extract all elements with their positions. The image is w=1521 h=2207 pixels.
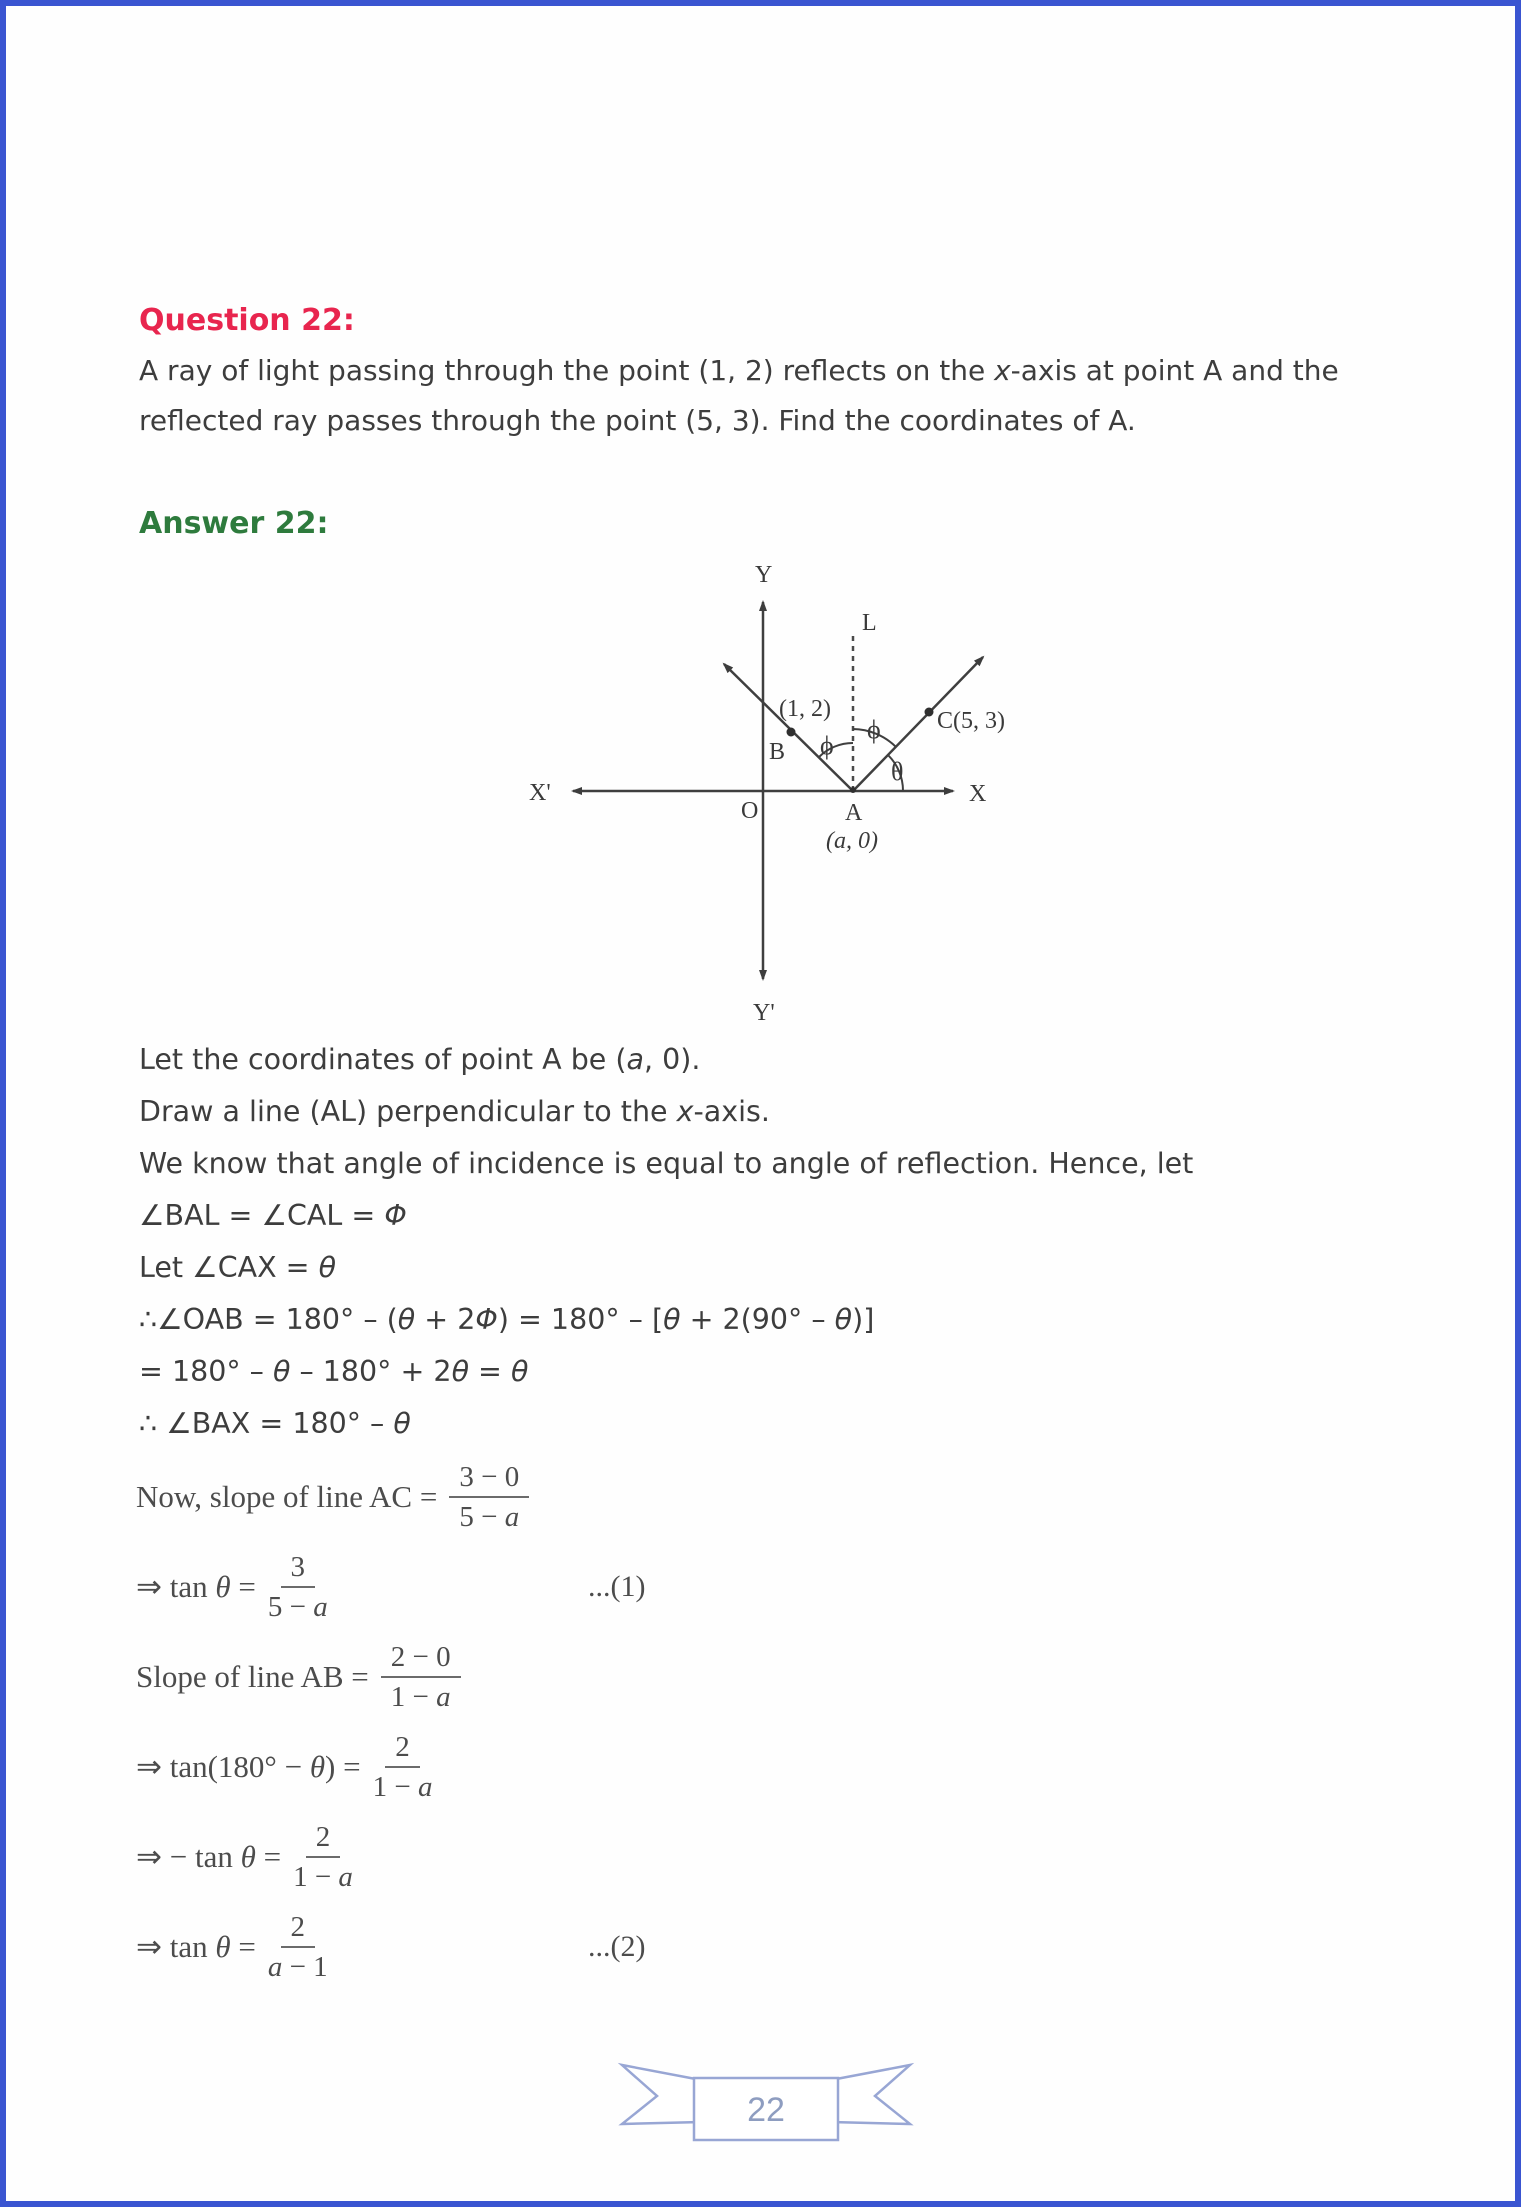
text-segment: x — [994, 354, 1011, 387]
equation-lead — [136, 1749, 361, 1785]
text-segment: Now, slope of line AC = — [136, 1479, 438, 1514]
text-segment: = — [230, 1569, 256, 1604]
reflection-diagram — [521, 554, 1006, 1038]
question-heading: Question 22: — [139, 303, 355, 338]
text-segment: 3 − 0 — [459, 1460, 520, 1493]
solution-line — [139, 1138, 1399, 1190]
equation-lead — [136, 1839, 281, 1875]
text-segment: = — [255, 1839, 282, 1874]
label-B-coords: (1, 2) — [779, 696, 831, 722]
text-segment: 2 — [395, 1730, 410, 1763]
solution-line — [139, 1190, 1399, 1242]
point-A-dot — [850, 787, 856, 793]
text-segment: = — [230, 1929, 256, 1964]
text-segment: a — [267, 1951, 283, 1983]
question-text — [139, 346, 1389, 446]
equation-neg-tan-theta — [136, 1812, 916, 1902]
diagram-svg — [521, 554, 1006, 1034]
fraction-numerator — [385, 1730, 420, 1768]
text-segment: a — [436, 1681, 451, 1713]
text-segment: , 0). — [644, 1043, 701, 1076]
equation-slope-AC — [136, 1452, 916, 1542]
fraction-denominator — [373, 1768, 433, 1804]
solution-text — [139, 1034, 1399, 1450]
fraction — [268, 1550, 328, 1624]
text-segment: 1 − — [293, 1861, 339, 1893]
equation-block — [136, 1452, 916, 1992]
ribbon-left-flag — [622, 2065, 701, 2124]
text-segment: We know that angle of incidence is equal to angle of reflection. Hence, let — [139, 1147, 1194, 1180]
text-segment: θ — [397, 1303, 416, 1336]
equation-tan-theta-2 — [136, 1902, 916, 1992]
text-segment: + 2(90° – — [680, 1303, 835, 1336]
equation-lead — [136, 1479, 437, 1515]
equation-tag: ...(1) — [588, 1570, 646, 1603]
text-segment: ⇒ tan(180° − — [136, 1749, 310, 1784]
solution-line — [139, 1294, 1399, 1346]
equation-tan-180-theta — [136, 1722, 916, 1812]
text-segment: Let ∠CAX = — [139, 1251, 319, 1284]
text-segment: )] — [852, 1303, 875, 1336]
text-segment: θ — [215, 1569, 231, 1604]
page-number: 22 — [747, 2091, 785, 2129]
text-segment: Slope of line AB = — [136, 1659, 369, 1694]
page-number-ribbon — [606, 2054, 926, 2153]
text-segment: reflected ray passes through the point (5, 3). Find the coordinates of A. — [139, 404, 1136, 437]
label-X-prime: X' — [529, 780, 551, 806]
text-segment: 1 − — [372, 1771, 418, 1803]
text-segment: θ — [511, 1355, 529, 1388]
text-segment: 2 — [315, 1820, 331, 1853]
fraction-numerator — [281, 1910, 316, 1948]
fraction-denominator — [268, 1948, 328, 1984]
solution-line — [139, 1034, 1399, 1086]
text-segment: 5 − — [459, 1501, 505, 1533]
point-C-dot — [925, 708, 934, 717]
label-A: A — [845, 800, 863, 826]
text-segment: Let the coordinates of point A be ( — [139, 1043, 627, 1076]
label-X: X — [969, 781, 987, 807]
equation-tag: ...(2) — [588, 1930, 646, 1963]
fraction-numerator — [306, 1820, 341, 1858]
fraction-numerator — [381, 1640, 461, 1678]
question-line — [139, 396, 1389, 446]
label-Y: Y — [755, 562, 773, 588]
fraction — [373, 1730, 433, 1804]
label-Y-prime: Y' — [753, 1000, 775, 1026]
text-segment: – 180° + 2 — [290, 1355, 452, 1388]
solution-line — [139, 1346, 1399, 1398]
text-segment: a — [504, 1501, 520, 1533]
fraction — [268, 1910, 328, 1984]
label-phi-reflection: ϕ — [867, 715, 881, 744]
label-theta: θ — [891, 757, 904, 786]
fraction-denominator — [293, 1858, 353, 1894]
text-segment: + 2 — [415, 1303, 476, 1336]
equation-lead — [136, 1659, 369, 1695]
equation-lead — [136, 1929, 256, 1965]
text-segment: 2 — [290, 1910, 305, 1943]
label-B: B — [769, 739, 786, 765]
text-segment: − 1 — [282, 1951, 328, 1983]
label-C-coords: C(5, 3) — [937, 708, 1005, 734]
text-segment: Draw a line (AL) perpendicular to the — [139, 1095, 677, 1128]
label-phi-incidence: ϕ — [820, 731, 834, 760]
text-segment: ⇒ tan — [136, 1929, 216, 1964]
text-segment: 1 − — [390, 1681, 437, 1713]
label-O: O — [741, 798, 759, 824]
text-segment: A ray of light passing through the point (1, 2) reflects on the — [139, 354, 995, 387]
fraction — [293, 1820, 353, 1894]
text-segment: ) = 180° – [ — [497, 1303, 664, 1336]
text-segment: ∴∠OAB = 180° – ( — [139, 1303, 398, 1336]
solution-line — [139, 1398, 1399, 1450]
text-segment: θ — [834, 1303, 853, 1336]
text-segment: θ — [215, 1929, 231, 1964]
ribbon-right-flag — [831, 2065, 910, 2124]
solution-line — [139, 1242, 1399, 1294]
text-segment: Φ — [384, 1199, 407, 1232]
fraction-denominator — [391, 1678, 451, 1714]
fraction-numerator — [281, 1550, 316, 1588]
fraction-numerator — [449, 1460, 529, 1498]
text-segment: a — [313, 1591, 328, 1623]
text-segment: a — [626, 1043, 644, 1076]
text-segment: θ — [272, 1355, 291, 1388]
text-segment: = — [469, 1355, 511, 1388]
text-segment: ∴ ∠BAX = 180° – — [139, 1407, 394, 1440]
fraction — [381, 1640, 461, 1714]
text-segment: ∠BAL = ∠CAL = — [139, 1199, 385, 1232]
question-line — [139, 346, 1389, 396]
text-segment: = 180° – — [139, 1355, 273, 1388]
text-segment: 3 — [290, 1550, 305, 1583]
equation-tan-theta-1 — [136, 1542, 916, 1632]
solution-line — [139, 1086, 1399, 1138]
label-L: L — [862, 610, 877, 636]
text-segment: Φ — [475, 1303, 498, 1336]
point-B-dot — [787, 728, 796, 737]
text-segment: θ — [663, 1303, 681, 1336]
fraction — [449, 1460, 529, 1534]
label-A-coords: (a, 0) — [826, 828, 878, 854]
fraction-denominator — [268, 1588, 328, 1624]
equation-slope-AB — [136, 1632, 916, 1722]
text-segment: ⇒ tan — [136, 1569, 216, 1604]
ribbon-svg — [606, 2054, 926, 2149]
text-segment: ) = — [325, 1749, 361, 1784]
text-segment: a — [417, 1771, 433, 1803]
text-segment: 5 − — [267, 1591, 314, 1623]
fraction-denominator — [459, 1498, 519, 1534]
answer-heading: Answer 22: — [139, 506, 329, 541]
text-segment: θ — [240, 1839, 256, 1874]
text-segment: θ — [309, 1749, 326, 1784]
text-segment: -axis. — [693, 1095, 770, 1128]
text-segment: -axis at point A and the — [1010, 354, 1339, 387]
text-segment: 2 − 0 — [390, 1640, 451, 1673]
text-segment: a — [338, 1861, 353, 1893]
text-segment: θ — [451, 1355, 469, 1388]
incident-ray-AB — [724, 664, 853, 791]
equation-lead — [136, 1569, 256, 1605]
text-segment: θ — [318, 1251, 337, 1284]
text-segment: θ — [393, 1407, 411, 1440]
text-segment: x — [676, 1095, 694, 1128]
text-segment: ⇒ − tan — [136, 1839, 241, 1874]
